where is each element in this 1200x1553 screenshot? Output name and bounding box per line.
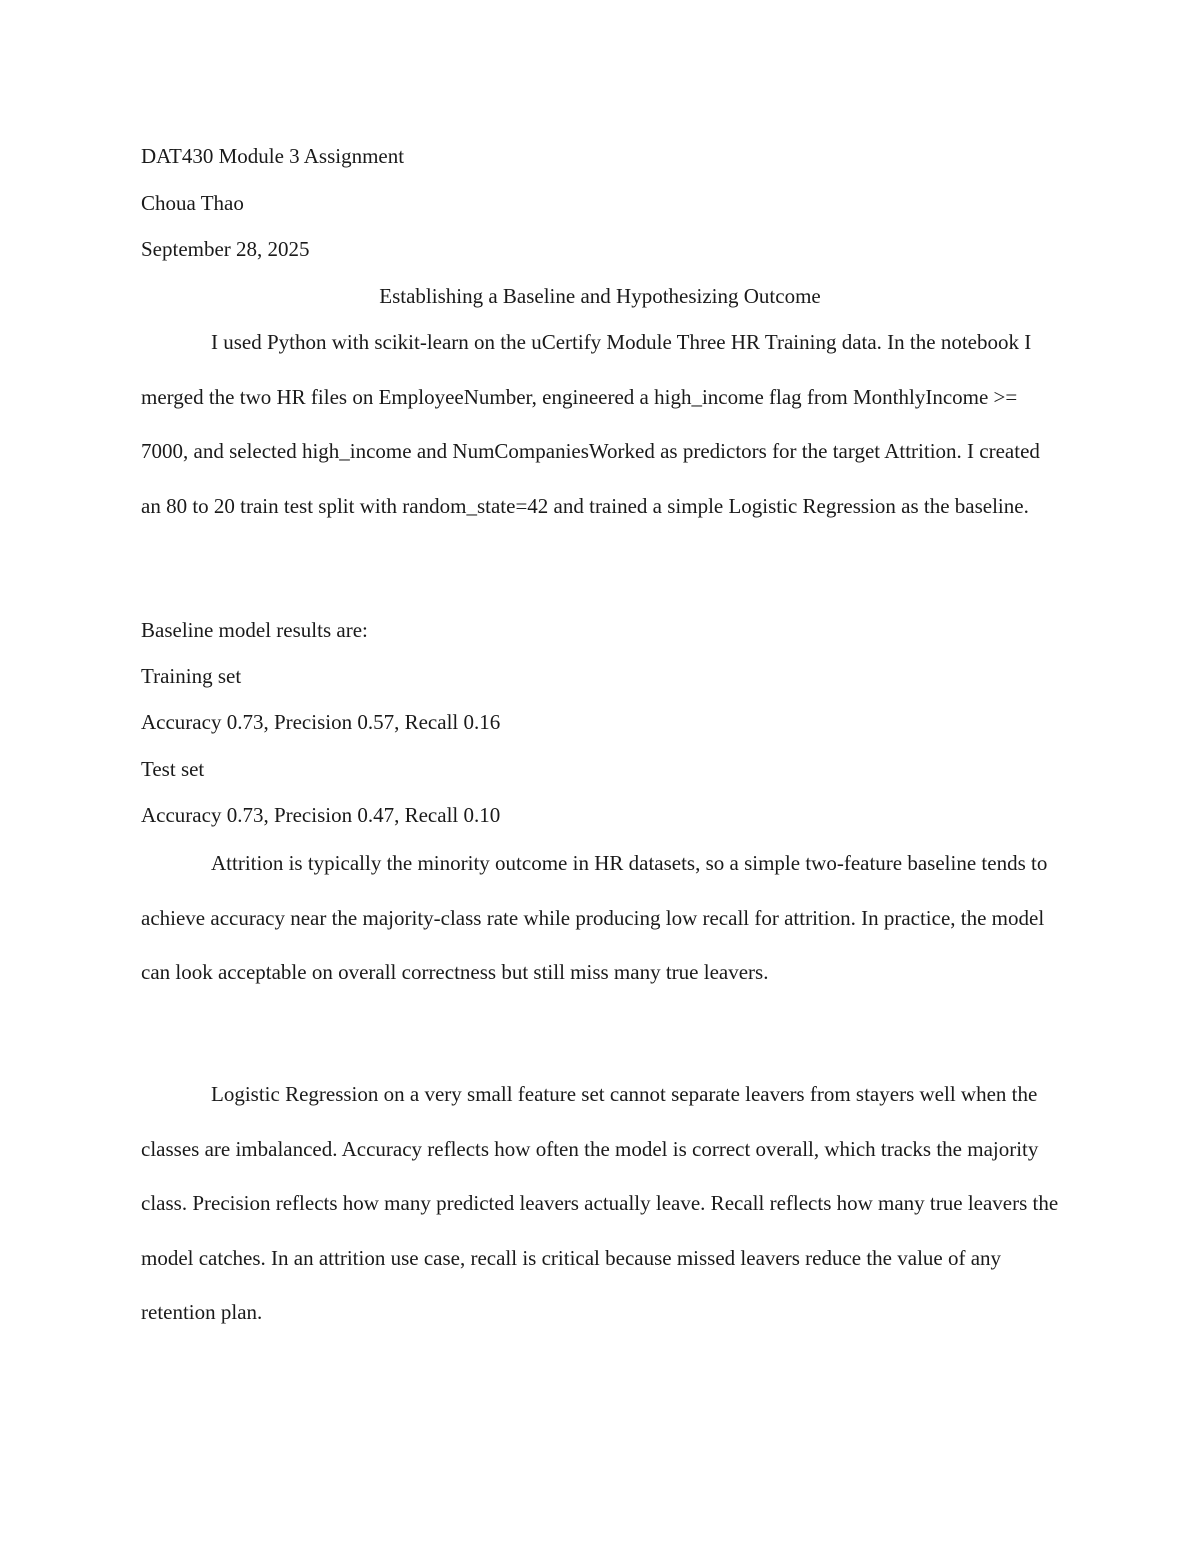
results-heading: Baseline model results are: — [141, 618, 368, 642]
training-set-metrics: Accuracy 0.73, Precision 0.57, Recall 0.16 — [141, 710, 501, 734]
test-set-label: Test set — [141, 757, 205, 781]
intro-paragraph: I used Python with scikit-learn on the uCertify Module Three HR Training data. In the notebook I merged the two HR files on EmployeeNumber, engineered a high_income flag from MonthlyIncome >= 7000, and selected high_income and NumCompaniesWorked as predictors for the target Attrition. I created an 80 to 20 train test split with random_state=42 and trained a simple Logistic Regression as the baseline. — [141, 330, 1040, 518]
attrition-paragraph: Attrition is typically the minority outcome in HR datasets, so a simple two-feature baseline tends to achieve accuracy near the majority-class rate while producing low recall for attrition. In practice, the model can look acceptable on overall correctness but still miss many true leavers. — [141, 851, 1048, 984]
course-title: DAT430 Module 3 Assignment — [141, 144, 405, 168]
assignment-date: September 28, 2025 — [141, 237, 310, 261]
test-set-metrics: Accuracy 0.73, Precision 0.47, Recall 0.10 — [141, 803, 501, 827]
logistic-regression-paragraph: Logistic Regression on a very small feature set cannot separate leavers from stayers well when the classes are imbalanced. Accuracy reflects how often the model is correct overall, which tracks the majority class. Precision reflects how many predicted leavers actually leave. Recall reflects how many true leavers the model catches. In an attrition use case, recall is critical because missed leavers reduce the value of any retention plan. — [141, 1082, 1059, 1324]
section-title: Establishing a Baseline and Hypothesizing Outcome — [379, 284, 821, 308]
training-set-label: Training set — [141, 664, 242, 688]
author-name: Choua Thao — [141, 191, 244, 215]
